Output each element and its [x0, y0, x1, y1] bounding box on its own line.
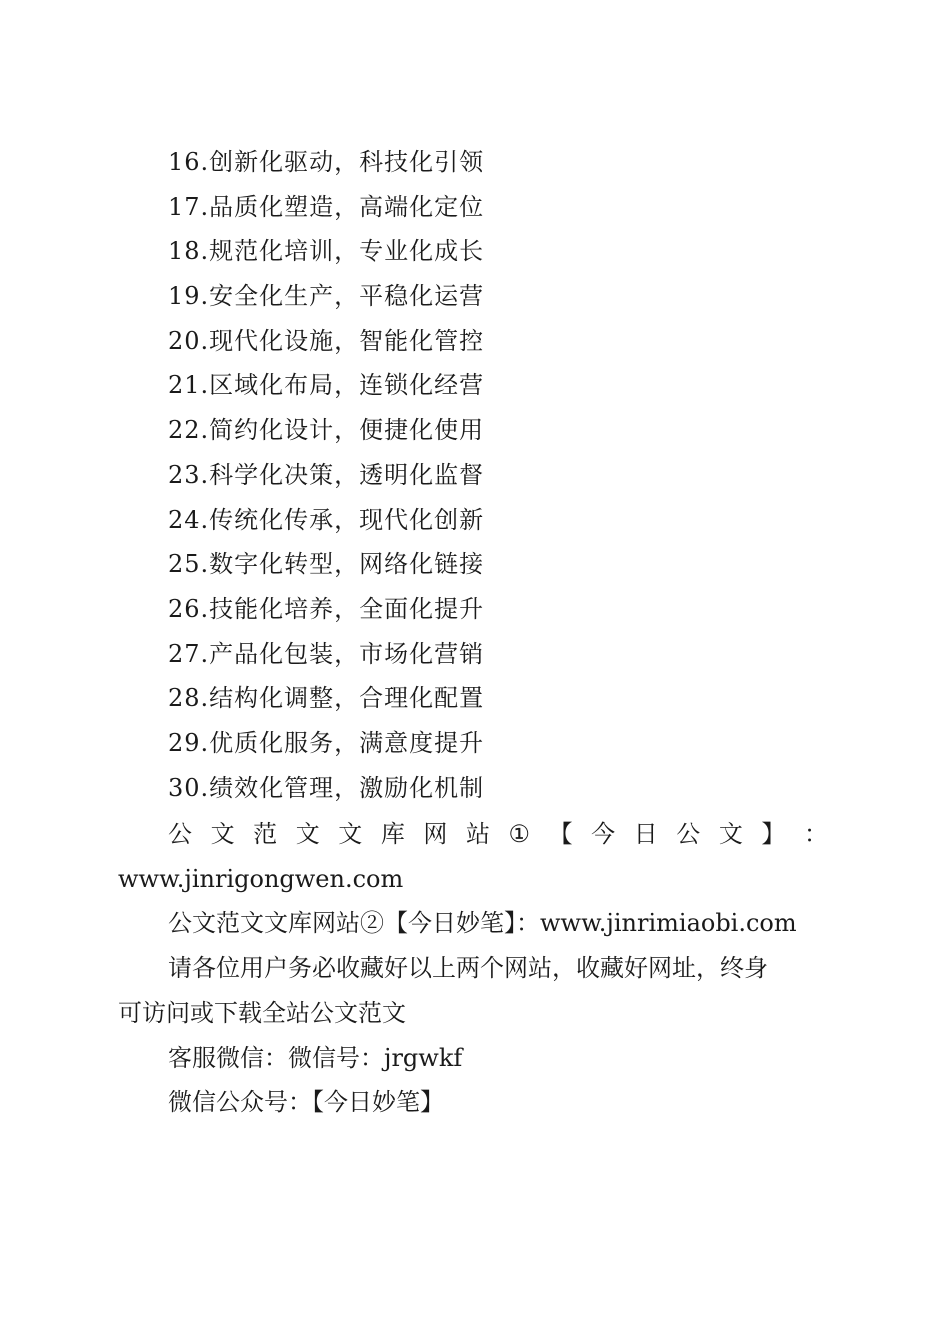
list-item: 25.数字化转型，网络化链接 [168, 550, 485, 579]
list-item: 16.创新化驱动，科技化引领 [168, 148, 485, 176]
site1-url[interactable]: www.jinrigongwen.com [118, 864, 404, 893]
footer-notice [118, 812, 828, 1125]
site1-char: 公 [168, 820, 192, 848]
list-item: 24.传统化传承，现代化创新 [168, 505, 485, 534]
site1-char: 】 [761, 820, 786, 848]
site1-char: 【 [548, 820, 573, 848]
list-item: 21.区域化布局，连锁化经营 [168, 371, 485, 400]
notice-line-continued: 可访问或下载全站公文范文 [118, 998, 406, 1027]
service-wechat: 客服微信：微信号：jrgwkf [168, 1043, 463, 1072]
site1-char: 文 [210, 820, 235, 848]
site1-char: 文 [295, 820, 320, 848]
list-item: 18.规范化培训，专业化成长 [168, 237, 485, 266]
site1-char: 网 [423, 820, 448, 848]
site2-line[interactable]: 公文范文文库网站②【今日妙笔】：www.jinrimiaobi.com [168, 909, 797, 938]
site1-char: ① [508, 820, 531, 848]
list-item: 28.结构化调整，合理化配置 [168, 684, 485, 713]
list-item: 26.技能化培养，全面化提升 [168, 594, 485, 623]
list-item: 19.安全化生产，平稳化运营 [168, 282, 485, 311]
list-item: 20.现代化设施，智能化管控 [168, 326, 485, 355]
list-item: 17.品质化塑造，高端化定位 [168, 192, 485, 221]
site1-char: 公 [676, 820, 701, 848]
site1-line [118, 812, 828, 857]
site1-char: 站 [465, 820, 490, 848]
site1-char: 今 [591, 820, 616, 848]
site1-char: 文 [718, 820, 743, 848]
list-item: 22.简约化设计，便捷化使用 [168, 416, 485, 445]
site1-char: ： [803, 820, 828, 848]
list-item: 27.产品化包装，市场化营销 [168, 639, 485, 668]
notice-line: 请各位用户务必收藏好以上两个网站，收藏好网址，终身 [168, 954, 768, 983]
slogan-list [168, 140, 484, 810]
site1-char: 范 [253, 820, 278, 848]
site1-char: 文 [338, 820, 363, 848]
official-account: 微信公众号：【今日妙笔】 [168, 1088, 444, 1117]
list-item: 29.优质化服务，满意度提升 [168, 728, 485, 757]
list-item: 23.科学化决策，透明化监督 [168, 460, 485, 489]
site1-char: 库 [380, 820, 405, 848]
list-item: 30.绩效化管理，激励化机制 [168, 773, 485, 802]
site1-char: 日 [633, 820, 658, 848]
